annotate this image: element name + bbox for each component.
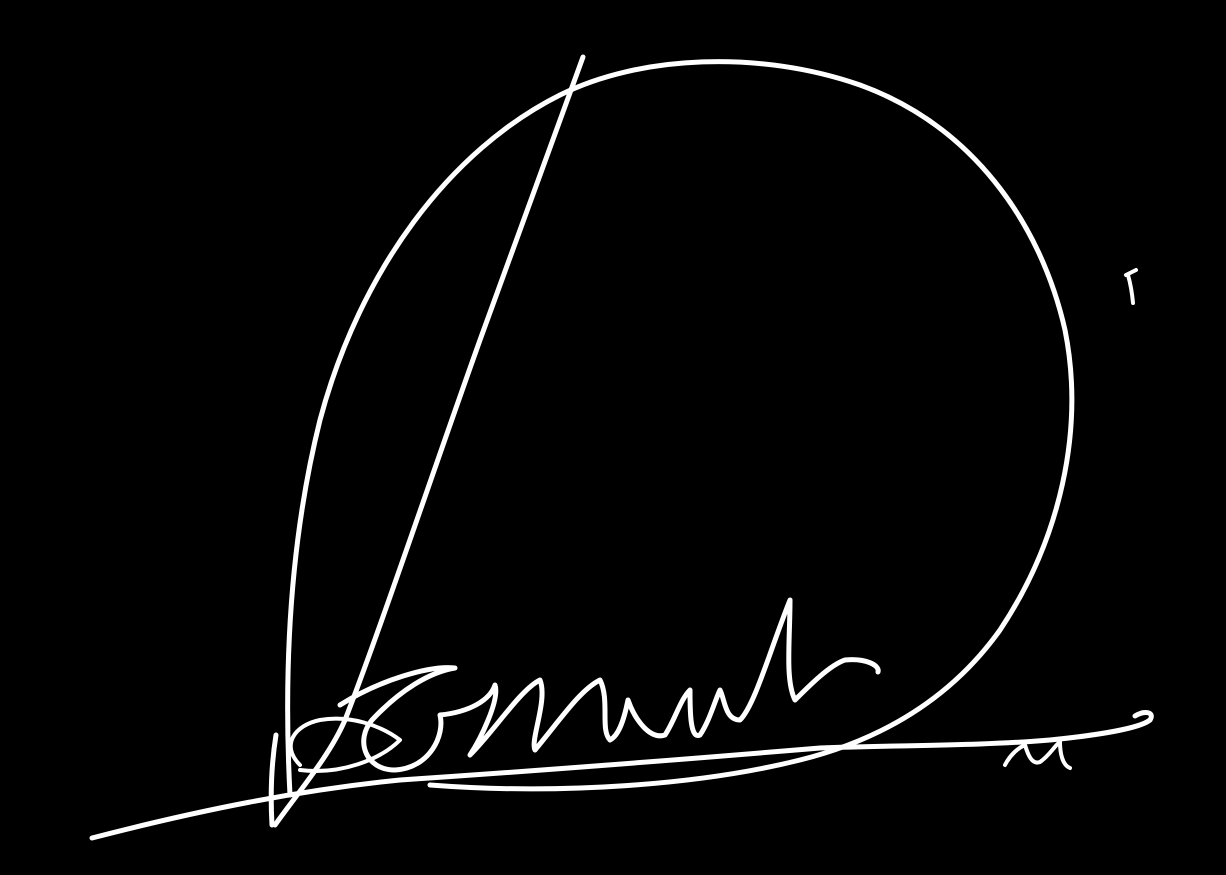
signature-left-loop xyxy=(291,719,400,771)
signature-left-hook xyxy=(271,735,276,825)
signature-tail-flourish xyxy=(1005,742,1070,768)
signature-cursive-body xyxy=(340,600,878,770)
signature-underline xyxy=(92,713,1151,838)
signature-tick-mark xyxy=(1126,270,1136,303)
signature-diagonal-stroke xyxy=(275,57,583,825)
signature-outer-loop xyxy=(288,62,1072,795)
